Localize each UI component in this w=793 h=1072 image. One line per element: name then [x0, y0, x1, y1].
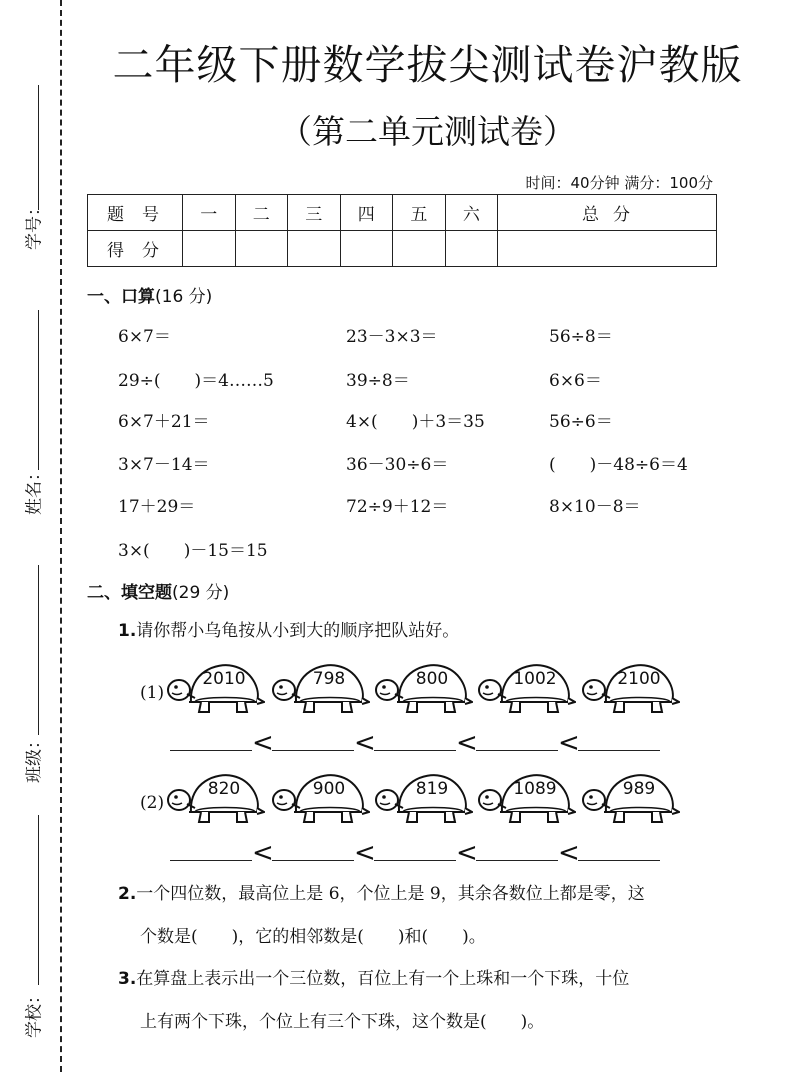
turtle-card [476, 770, 576, 832]
section-1-title: 一、口算 [87, 287, 155, 307]
less-than-sign: < [354, 728, 376, 758]
question-1-text: 请你帮小乌龟按从小到大的顺序把队站好。 [136, 621, 460, 641]
binding-dashed-line [60, 0, 62, 1072]
turtle-number: 820 [207, 779, 241, 799]
order-line-1 [170, 728, 660, 758]
less-than-sign: < [456, 838, 478, 868]
calc-item: 36－30÷6＝ [346, 455, 449, 475]
score-cell-4[interactable] [340, 231, 393, 267]
answer-blank[interactable] [374, 840, 456, 861]
less-than-sign: < [354, 838, 376, 868]
turtle-card [373, 660, 473, 722]
calc-item: 6×7＝ [118, 327, 171, 347]
calc-item: 23－3×3＝ [346, 327, 438, 347]
side-line-name[interactable] [38, 310, 39, 470]
score-table-col-4: 四 [340, 195, 393, 231]
turtle-number: 989 [622, 779, 656, 799]
turtle-number: 1002 [513, 669, 557, 689]
turtle-row-2-label: (2) [140, 793, 165, 813]
page-title: 二年级下册数学拔尖测试卷沪教版 [112, 41, 743, 89]
calc-item: 72÷9＋12＝ [346, 497, 449, 517]
answer-blank[interactable] [476, 730, 558, 751]
less-than-sign: < [558, 728, 580, 758]
section-2-heading [87, 578, 229, 603]
turtle-card [580, 660, 680, 722]
turtle-card [270, 660, 370, 722]
calc-item: ( )－48÷6＝4 [549, 455, 688, 475]
score-table-col-2: 二 [235, 195, 288, 231]
question-3-line-1: 在算盘上表示出一个三位数，百位上有一个上珠和一个下珠，十位 [136, 969, 630, 989]
section-2-title: 二、填空题 [87, 583, 172, 603]
turtle-number: 2100 [617, 669, 661, 689]
score-table-head-label: 题号 [88, 195, 183, 231]
question-3-number: 3. [118, 969, 137, 989]
score-table [87, 194, 717, 267]
side-line-class[interactable] [38, 565, 39, 735]
calc-item: 3×7－14＝ [118, 455, 210, 475]
score-table-score-label: 得分 [88, 231, 183, 267]
less-than-sign: < [558, 838, 580, 868]
less-than-sign: < [252, 728, 274, 758]
side-line-student-number[interactable] [38, 85, 39, 210]
calc-item: 6×6＝ [549, 371, 602, 391]
answer-blank[interactable] [170, 730, 252, 751]
score-table-col-6: 六 [445, 195, 498, 231]
turtle-number: 1089 [513, 779, 557, 799]
answer-blank[interactable] [578, 730, 660, 751]
answer-blank[interactable] [272, 730, 354, 751]
less-than-sign: < [252, 838, 274, 868]
answer-blank[interactable] [476, 840, 558, 861]
turtle-card [373, 770, 473, 832]
side-label-school: 学校： [24, 987, 45, 1038]
turtle-number: 798 [312, 669, 346, 689]
section-1-points: (16 分) [155, 287, 213, 307]
side-label-student-number: 学号： [24, 199, 45, 250]
score-table-col-total: 总分 [498, 195, 717, 231]
answer-blank[interactable] [170, 840, 252, 861]
order-line-2 [170, 838, 660, 868]
calc-item: 3×( )－15＝15 [118, 541, 268, 561]
question-2-line-2: 个数是( )，它的相邻数是( )和( )。 [140, 927, 486, 947]
exam-meta: 时间：40分钟 满分：100分 [525, 174, 713, 192]
calc-item: 6×7＋21＝ [118, 412, 210, 432]
score-table-col-5: 五 [393, 195, 446, 231]
calc-item: 8×10－8＝ [549, 497, 641, 517]
score-table-score-row [88, 231, 717, 267]
answer-blank[interactable] [578, 840, 660, 861]
turtle-number: 819 [415, 779, 449, 799]
question-2-number: 2. [118, 884, 137, 904]
question-1-number: 1. [118, 621, 137, 641]
score-table-header-row [88, 195, 717, 231]
score-cell-2[interactable] [235, 231, 288, 267]
turtle-card [270, 770, 370, 832]
turtle-card [165, 660, 265, 722]
turtle-number: 900 [312, 779, 346, 799]
question-3 [118, 960, 738, 998]
score-cell-5[interactable] [393, 231, 446, 267]
score-cell-3[interactable] [288, 231, 341, 267]
side-line-school[interactable] [38, 815, 39, 985]
calc-item: 17＋29＝ [118, 497, 196, 517]
question-1 [118, 612, 738, 650]
less-than-sign: < [456, 728, 478, 758]
turtle-number: 2010 [202, 669, 246, 689]
calc-item: 56÷8＝ [549, 327, 613, 347]
question-2 [118, 875, 738, 913]
turtle-card [165, 770, 265, 832]
section-1-heading [87, 282, 212, 307]
turtle-card [476, 660, 576, 722]
side-label-class: 班级： [24, 732, 45, 783]
score-cell-1[interactable] [183, 231, 236, 267]
side-label-name: 姓名： [24, 464, 45, 515]
answer-blank[interactable] [374, 730, 456, 751]
question-3-line-2: 上有两个下珠，个位上有三个下珠，这个数是( )。 [140, 1012, 545, 1032]
calc-item: 29÷( )＝4……5 [118, 371, 274, 391]
page-subtitle: （第二单元测试卷） [279, 112, 576, 151]
answer-blank[interactable] [272, 840, 354, 861]
turtle-row-1-label: (1) [140, 683, 165, 703]
score-cell-6[interactable] [445, 231, 498, 267]
score-cell-total[interactable] [498, 231, 717, 267]
calc-item: 56÷6＝ [549, 412, 613, 432]
calc-item: 4×( )＋3＝35 [346, 412, 485, 432]
calc-item: 39÷8＝ [346, 371, 410, 391]
section-2-points: (29 分) [172, 583, 230, 603]
question-2-line-1: 一个四位数，最高位上是 6，个位上是 9，其余各数位上都是零，这 [136, 884, 645, 904]
score-table-col-3: 三 [288, 195, 341, 231]
turtle-number: 800 [415, 669, 449, 689]
score-table-col-1: 一 [183, 195, 236, 231]
turtle-card [580, 770, 680, 832]
